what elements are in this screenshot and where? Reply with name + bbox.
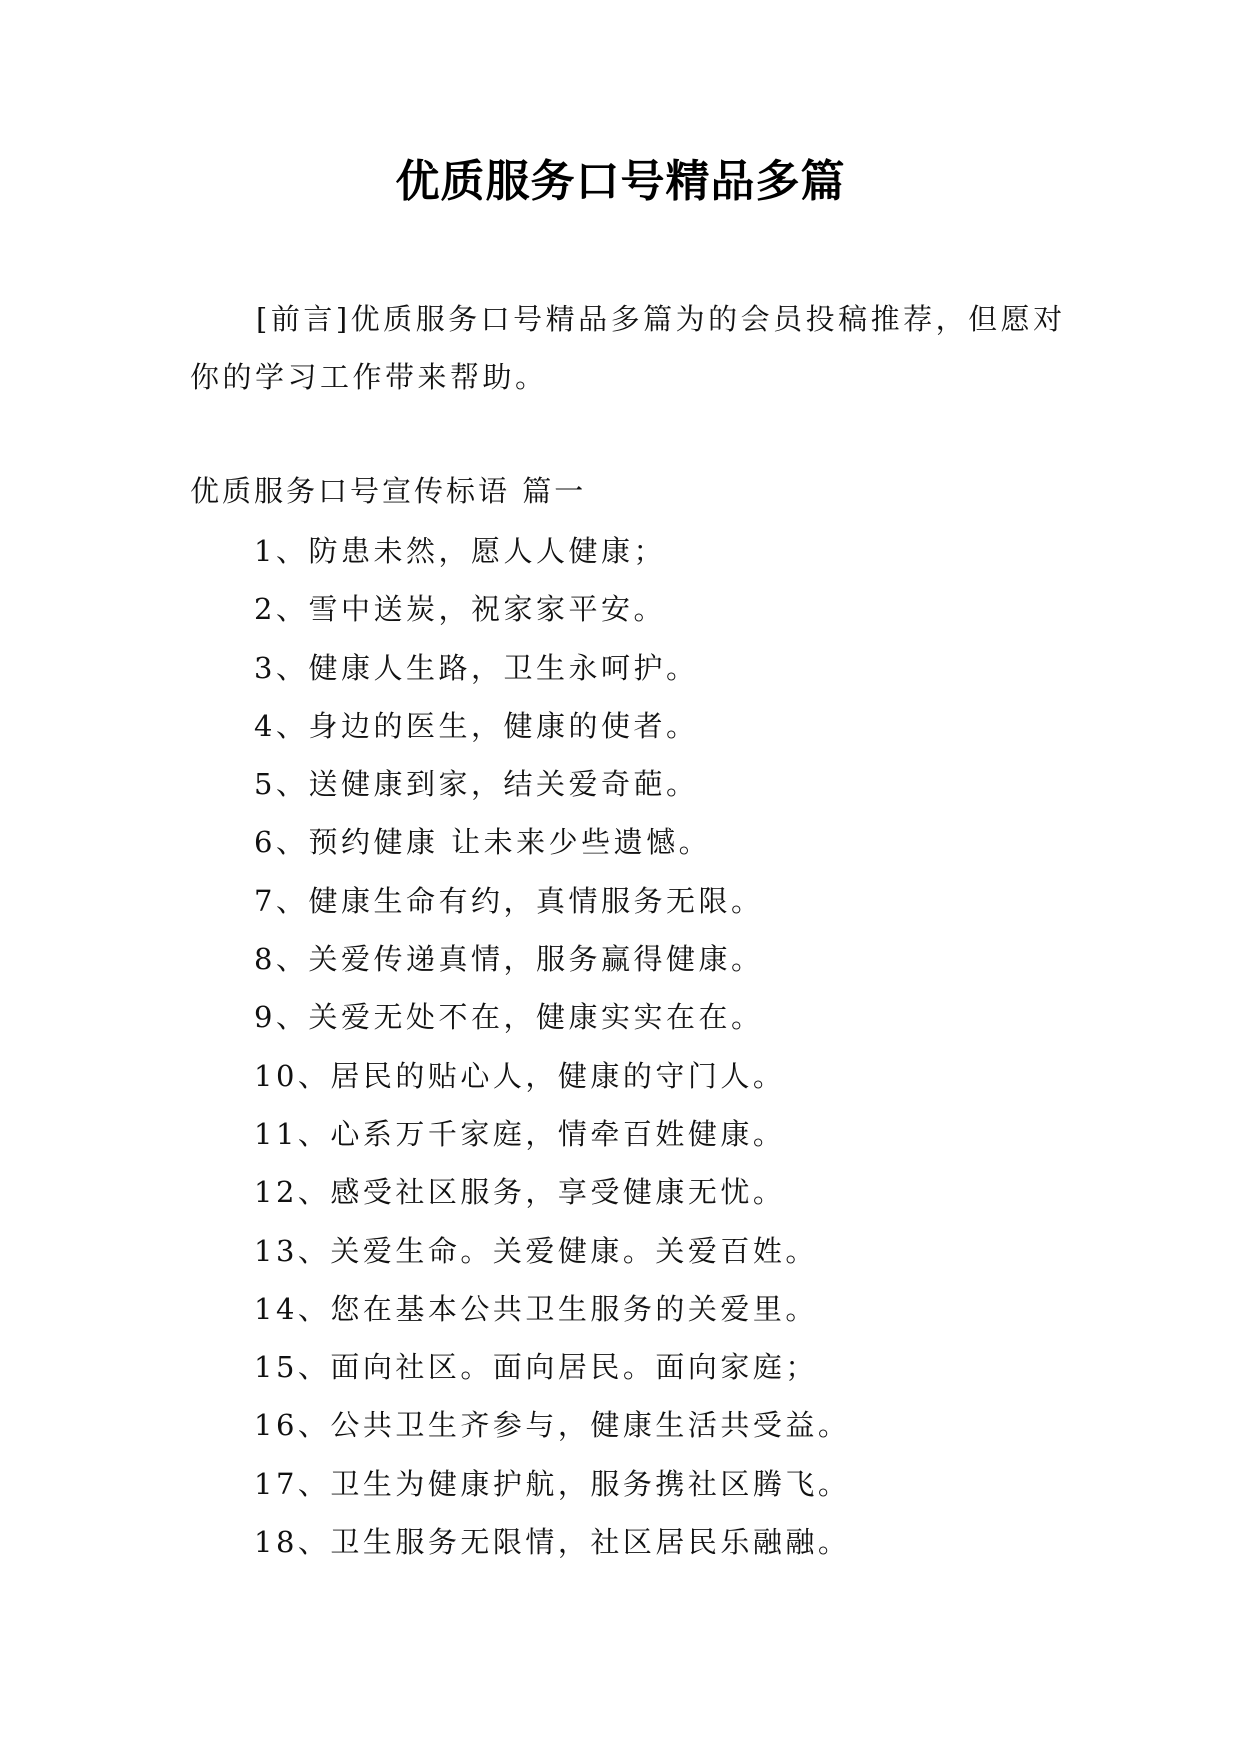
slogan-item: 18、卫生服务无限情，社区居民乐融融。 <box>254 1525 851 1560</box>
preface-paragraph: [前言]优质服务口号精品多篇为的会员投稿推荐，但愿对你的学习工作带来帮助。 <box>190 302 1066 394</box>
slogan-item: 4、身边的医生，健康的使者。 <box>254 708 699 743</box>
slogan-item: 2、雪中送炭，祝家家平安。 <box>254 592 666 627</box>
slogan-item: 1、防患未然，愿人人健康； <box>254 534 666 568</box>
slogan-item: 8、关爱传递真情，服务赢得健康。 <box>254 942 764 977</box>
slogan-item: 9、关爱无处不在，健康实实在在。 <box>254 1000 764 1035</box>
section-heading: 优质服务口号宣传标语 篇一 <box>190 474 587 508</box>
slogan-item: 10、居民的贴心人，健康的守门人。 <box>254 1058 786 1093</box>
slogan-item: 16、公共卫生齐参与，健康生活共受益。 <box>254 1408 851 1443</box>
slogan-item: 11、心系万千家庭，情牵百姓健康。 <box>254 1116 786 1151</box>
slogan-item: 12、感受社区服务，享受健康无忧。 <box>254 1175 786 1210</box>
slogan-item: 17、卫生为健康护航，服务携社区腾飞。 <box>254 1466 851 1501</box>
slogan-item: 6、预约健康 让未来少些遗憾。 <box>254 825 712 860</box>
slogan-item: 3、健康人生路，卫生永呵护。 <box>254 650 699 685</box>
slogan-list <box>254 522 850 1571</box>
slogan-item: 7、健康生命有约，真情服务无限。 <box>254 883 764 918</box>
document-title: 优质服务口号精品多篇 <box>395 156 846 207</box>
slogan-item: 15、面向社区。面向居民。面向家庭； <box>254 1350 818 1385</box>
slogan-item: 14、您在基本公共卫生服务的关爱里。 <box>254 1291 818 1326</box>
slogan-item: 5、送健康到家，结关爱奇葩。 <box>254 767 699 802</box>
slogan-item: 13、关爱生命。关爱健康。关爱百姓。 <box>254 1233 818 1268</box>
